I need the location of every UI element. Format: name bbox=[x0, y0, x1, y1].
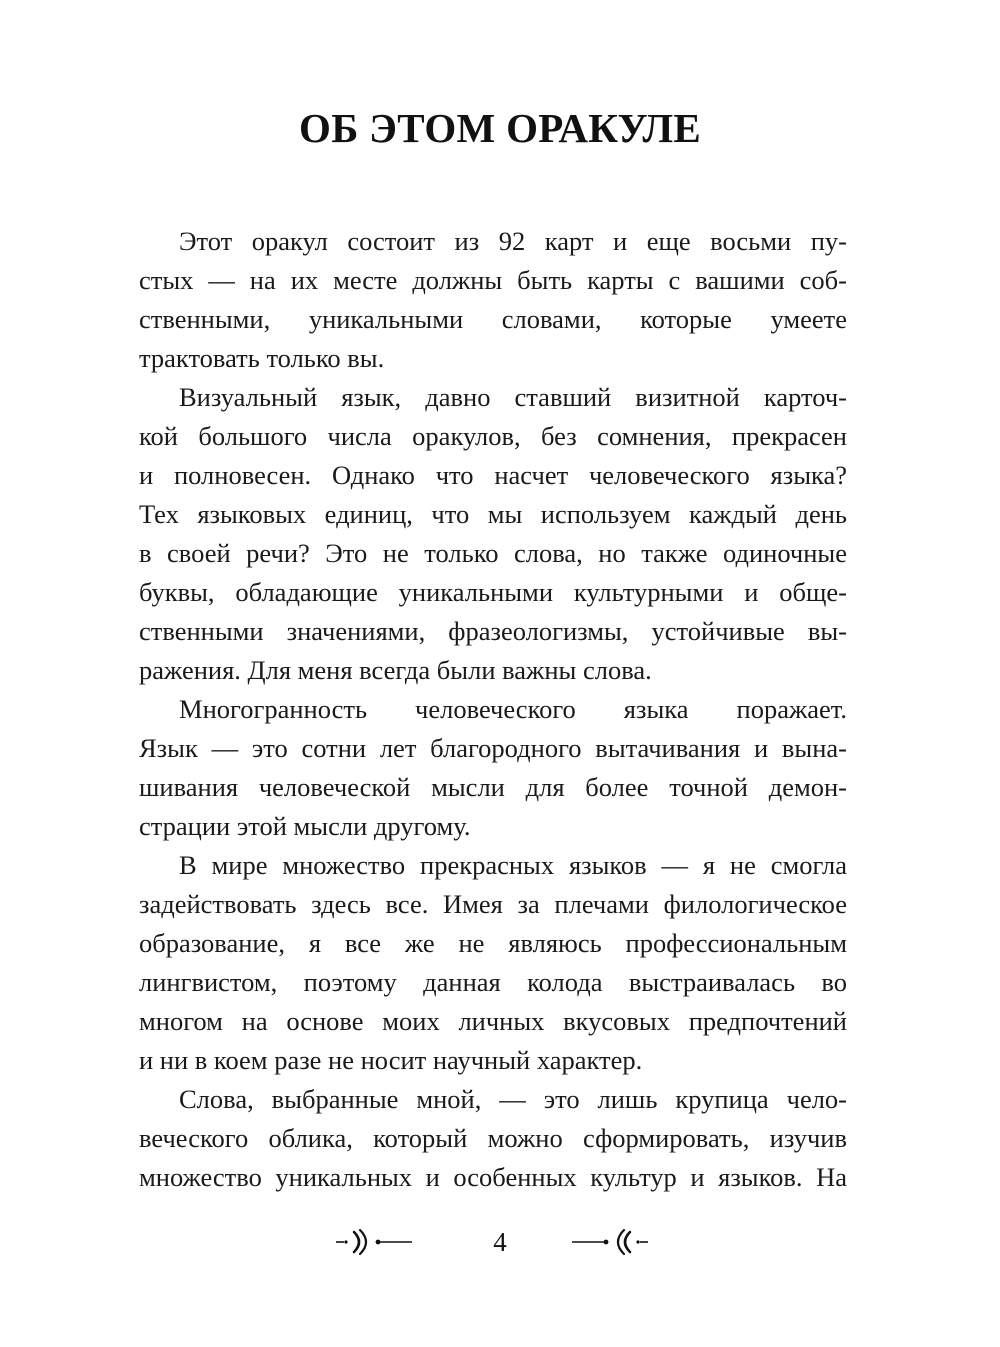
text-line: шивания человеческой мысли для более точной демон- bbox=[139, 772, 847, 802]
page-title: ОБ ЭТОМ ОРАКУЛЕ bbox=[299, 105, 701, 151]
text-line: Визуальный язык, давно ставший визитной карточ- bbox=[179, 382, 847, 412]
text-line: и ни в коем разе не носит научный характер. bbox=[139, 1045, 643, 1075]
text-line: Многогранность человеческого языка поражает. bbox=[179, 694, 847, 724]
paragraph-1 bbox=[139, 222, 847, 378]
text-line: буквы, обладающие уникальными культурными и обще- bbox=[139, 577, 847, 607]
text-line: и полновесен. Однако что насчет человеческого языка? bbox=[139, 460, 847, 490]
text-line: стых — на их месте должны быть карты с вашими соб- bbox=[139, 265, 847, 295]
text-line: задействовать здесь все. Имея за плечами филологическое bbox=[139, 889, 847, 919]
text-line: многом на основе моих личных вкусовых предпочтений bbox=[139, 1006, 847, 1036]
text-line: страции этой мысли другому. bbox=[139, 811, 471, 841]
text-line: трактовать только вы. bbox=[139, 343, 385, 373]
text-line: Этот оракул состоит из 92 карт и еще восьми пу- bbox=[179, 226, 847, 256]
text-line: в своей речи? Это не только слова, но также одиночные bbox=[139, 538, 847, 568]
page-footer bbox=[0, 1222, 1000, 1262]
text-line: ражения. Для меня всегда были важны слова. bbox=[139, 655, 652, 685]
text-line: множество уникальных и особенных культур и языков. На bbox=[139, 1162, 847, 1192]
text-line: Язык — это сотни лет благородного вытачивания и вына- bbox=[139, 733, 847, 763]
body-text bbox=[139, 222, 847, 1197]
paragraph-3 bbox=[139, 690, 847, 846]
text-line: лингвистом, поэтому данная колода выстраивалась во bbox=[139, 967, 847, 997]
paragraph-5 bbox=[139, 1080, 847, 1197]
paragraph-2 bbox=[139, 378, 847, 690]
text-line: В мире множество прекрасных языков — я не смогла bbox=[179, 850, 847, 880]
text-line: ственными, уникальными словами, которые умеете bbox=[139, 304, 847, 334]
text-line: кой большого числа оракулов, без сомнения, прекрасен bbox=[139, 421, 847, 451]
text-line: образование, я все же не являюсь профессиональным bbox=[139, 928, 847, 958]
text-line: Слова, выбранные мной, — это лишь крупица чело- bbox=[179, 1084, 847, 1114]
paragraph-4 bbox=[139, 846, 847, 1080]
text-line: Тех языковых единиц, что мы используем каждый день bbox=[139, 499, 847, 529]
crescent-right-ornament-icon bbox=[568, 1226, 652, 1258]
page-number: 4 bbox=[493, 1227, 507, 1257]
text-line: веческого облика, который можно сформировать, изучив bbox=[139, 1123, 847, 1153]
text-line: ственными значениями, фразеологизмы, устойчивые вы- bbox=[139, 616, 847, 646]
